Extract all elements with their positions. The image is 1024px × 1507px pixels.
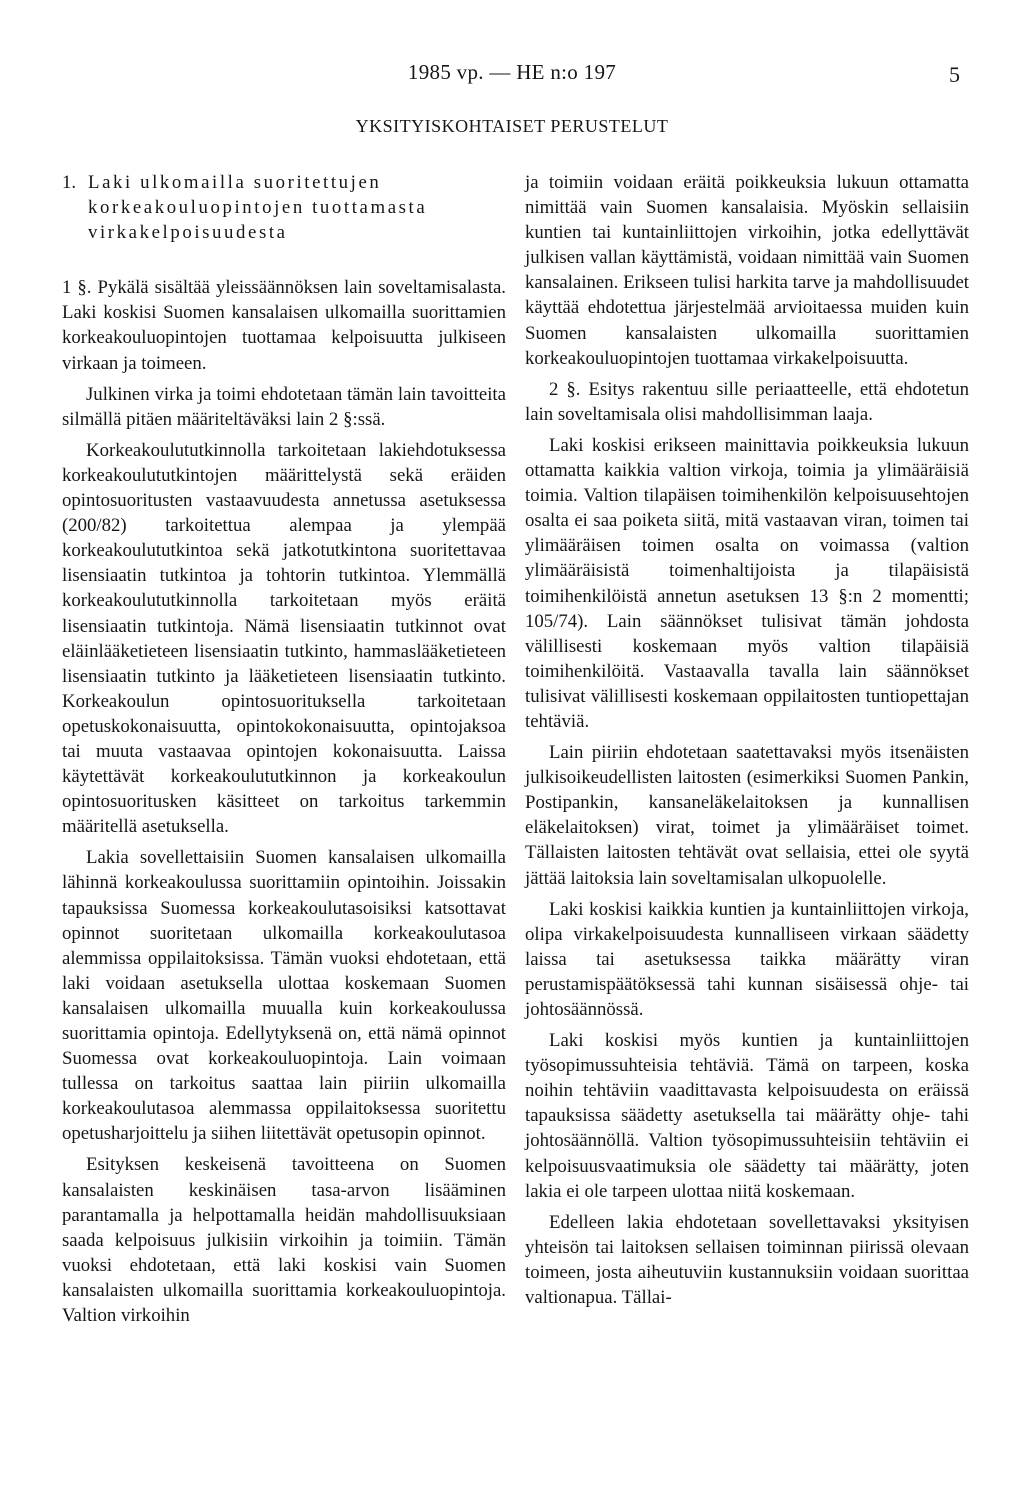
running-title: 1985 vp. — HE n:o 197 bbox=[407, 60, 617, 84]
subsection-heading-text: Laki ulkomailla suoritettujen korkeakouluopintojen tuottamasta virkakelpoisuudesta bbox=[88, 172, 428, 244]
subsection-heading-number: 1. bbox=[62, 172, 77, 193]
paragraph: ja toimiin voidaan eräitä poikkeuksia lukuun ottamatta nimittää vain Suomen kansalaisia. Myöskin sellaisiin kuntien tai kuntainliittojen virkoihin, jotka edellyttävät julkisen vallan käyttämistä, voidaan nimittää vain Suomen kansalainen. Erikseen tulisi harkita tarve ja mahdollisuudet käyttää ehdotettua järjestelmää arvioitaessa muiden kuin Suomen kansalaisten ulkomailla suorittamien korkeakouluopintojen tuottamaa virkakelpoisuutta. bbox=[525, 172, 969, 369]
running-header bbox=[0, 56, 1024, 86]
paragraph: Lakia sovellettaisiin Suomen kansalaisen ulkomailla lähinnä korkeakoulussa suorittamiin opintoihin. Joissakin tapauksissa Suomessa korkeakoulutasoisiksi katsottavat opinnot suoritetaan ulkomailla korkeakoulutasoa alemmissa oppilaitoksissa. Tämän vuoksi ehdotetaan, että laki voidaan asetuksella ulottaa koskemaan Suomen kansalaisen ulkomailla muualla kuin korkeakoulussa suorittamia opintoja. Edellytyksenä on, että nämä opinnot Suomessa ovat korkeakouluopintoja. Lain voimaan tullessa on tarkoitus saattaa lain piiriin ulkomailla korkeakoulutasoa alemmassa oppilaitoksessa suoritettu opetusharjoittelu ja siihen liitettävät opetusopin opinnot. bbox=[62, 847, 506, 1145]
paragraph: 1 §. Pykälä sisältää yleissäännöksen lain soveltamisalasta. Laki koskisi Suomen kansalaisen ulkomailla suorittamien korkeakouluopintojen tuottamaa kelpoisuutta julkiseen virkaan ja toimeen. bbox=[62, 277, 506, 374]
paragraph: 2 §. Esitys rakentuu sille periaatteelle, että ehdotetun lain soveltamisala olisi mahdollisimman laaja. bbox=[525, 378, 969, 425]
section-title: YKSITYISKOHTAISET PERUSTELUT bbox=[355, 116, 669, 136]
paragraph: Lain piiriin ehdotetaan saatettavaksi myös itsenäisten julkisoikeudellisten laitosten (esimerkiksi Suomen Pankin, Postipankin, kansaneläkelaitoksen ja kunnallisen eläkelaitoksen) virat, toimet ja ylimääräiset toimet. Tällaisten laitosten tehtävät ovat sellaisia, ettei ole syytä jättää laitoksia lain soveltamisalan ulkopuolelle. bbox=[525, 742, 969, 889]
paragraph: Laki koskisi erikseen mainittavia poikkeuksia lukuun ottamatta kaikkia valtion virkoja, toimia ja ylimääräisiä toimia. Valtion tilapäisen toimihenkilön kelpoisuusehtojen osalta ei saa poiketa siitä, mitä vastaavan viran, toimen tai ylimääräisen toimen osalta on voimassa (valtion ylimääräisistä toimenhaltijoista ja tilapäisistä toimihenkilöistä annetun asetuksen 13 §:n 2 momentti; 105/74). Lain säännökset tulisivat tämän johdosta välillisesti koskemaan myös valtion tilapäisiä toimihenkilöitä. Vastaavalla tavalla lain säännökset tulisivat välillisesti koskemaan oppilaitosten tuntiopettajan tehtäviä. bbox=[525, 434, 969, 732]
subsection-heading bbox=[62, 170, 506, 245]
paragraph: Laki koskisi kaikkia kuntien ja kuntainliittojen virkoja, olipa virkakelpoisuudesta kunnalliseen virkaan säädetty laissa tai asetuksessa taikka määrätty viran perustamispäätöksessä tahi kunnan sisäisessä ohje- tai johtosäännössä. bbox=[525, 898, 969, 1020]
paragraph: Edelleen lakia ehdotetaan sovellettavaksi yksityisen yhteisön tai laitoksen sellaisen toiminnan piirissä olevaan toimeen, josta aiheutuviin kustannuksiin voidaan suorittaa valtionapua. Tällai- bbox=[525, 1211, 969, 1309]
right-column bbox=[525, 170, 969, 1316]
page-number: 5 bbox=[949, 62, 960, 87]
left-column bbox=[62, 170, 506, 1334]
paragraph: Laki koskisi myös kuntien ja kuntainliittojen työsopimussuhteisia tehtäviä. Tämä on tarpeen, koska noihin tehtäviin vaadittavasta kelpoisuudesta on eräissä tapauksissa säädetty asetuksella tai määrätty ohje- tahi johtosäännöllä. Valtion työsopimussuhteisiin tehtäviin ei kelpoisuusvaatimuksia ole säädetty tai määrätty, joten lakia ei ole tarpeen ulottaa niitä koskemaan. bbox=[525, 1030, 969, 1202]
paragraph: Esityksen keskeisenä tavoitteena on Suomen kansalaisten keskinäisen tasa-arvon lisääminen parantamalla ja helpottamalla heidän mahdollisuuksiaan saada kelpoisuus julkisiin virkoihin ja toimiin. Tämän vuoksi ehdotetaan, että laki koskisi vain Suomen kansalaisten ulkomailla suorittamia korkeakouluopintoja. Valtion virkoihin bbox=[62, 1154, 506, 1327]
paragraph: Korkeakoulututkinnolla tarkoitetaan lakiehdotuksessa korkeakoulututkintojen määrittelystä sekä eräiden opintosuoritusten vastaavuudesta annetussa asetuksessa (200/82) tarkoitettua alempaa ja ylempää korkeakoulututkintoa sekä jatkotutkintona suoritettavaa lisensiaatin tutkintoa ja tohtorin tutkintoa. Ylemmällä korkeakoulututkinnolla tarkoitetaan myös eräitä lisensiaatin tutkintoja. Nämä lisensiaatin tutkinnot ovat eläinlääketieteen lisensiaatin tutkinto, hammaslääketieteen lisensiaatin tutkinto ja lääketieteen lisensiaatin tutkinto. Korkeakoulun opintosuorituksella tarkoitetaan opetuskokonaisuutta, opintokokonaisuutta, opintojaksoa tai muuta vastaavaa opintojen kokonaisuutta. Laissa käytettävät korkeakoulututkinnon ja korkeakoulun opintosuoritusken käsitteet on tarkoitus tarkemmin määritellä asetuksella. bbox=[62, 439, 506, 838]
paragraph: Julkinen virka ja toimi ehdotetaan tämän lain tavoitteita silmällä pitäen määriteltäväksi lain 2 §:ssä. bbox=[62, 383, 506, 430]
